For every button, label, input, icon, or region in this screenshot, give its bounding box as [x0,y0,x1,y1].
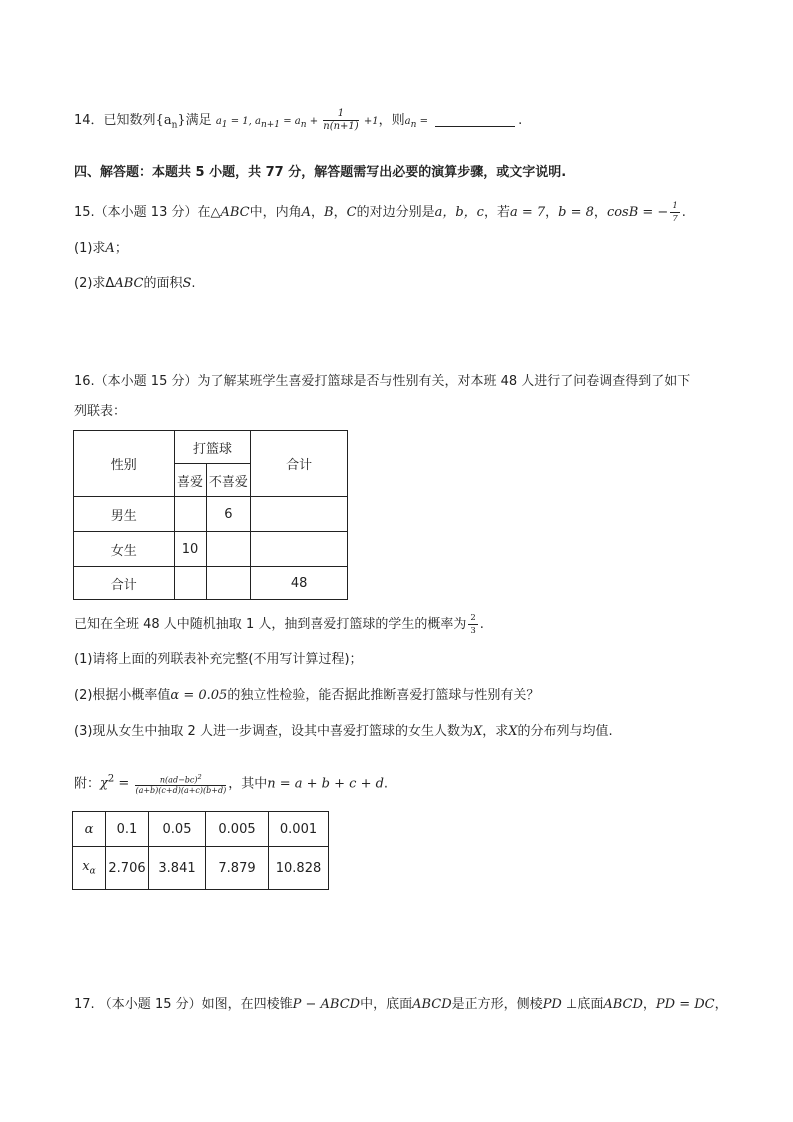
q16-intro-line-1: 16.（本小题 15 分）为了解某班学生喜爱打篮球是否与性别有关，对本班 48 人进行了问卷调查得到了如下 [74,374,691,389]
q14-answer-var: $a_n$ = [404,116,432,130]
table-row: α 0.1 0.05 0.005 0.001 [73,812,329,847]
q14-then: ，则 [378,113,405,128]
answer-blank[interactable] [435,112,515,127]
q14-fraction: $\frac{1}{n(n+1)}$ [323,108,359,132]
chi-square-symbol: $\chi^2$ = [100,774,134,792]
q16-prob-fraction: $\frac{2}{3}$ [470,613,476,636]
chi-square-formula: $\frac{n(ad-bc)^2}{(a+b)(c+d)(a+c)(b+d)}$ [135,772,227,796]
q14-prefix: 14．已知数列 [74,113,156,128]
question-14 [74,108,522,136]
header-total: 合计 [251,431,348,497]
q16-probability: 已知在全班 48 人中随机抽取 1 人，抽到喜爱打篮球的学生的概率为 $\frac{2}{3}$ . [74,613,484,636]
table-row: 男生 6 [74,497,348,532]
table-row: $x_\alpha$ 2.706 3.841 7.879 10.828 [73,847,329,890]
header-basketball: 打篮球 [174,431,251,464]
question-15: 15.（本小题 13 分）在△ABC中，内角A，B，C的对边分别是a，b，c，若a = 7，b = 8，cosB = − $\frac{1}{7}$ . [74,201,686,224]
q16-intro-line-2: 列联表： [74,404,127,419]
question-17: 17. （本小题 15 分）如图，在四棱锥P − ABCD中，底面ABCD是正方形，侧棱PD ⊥底面ABCD，PD = DC， [74,997,728,1012]
q14-plus-one: +1 [360,116,379,127]
q15-part-2: (2)求ΔABC的面积S. [74,276,196,291]
critical-value-table [72,811,329,890]
q14-satisfy: 满足 [185,113,212,128]
q15-fraction: $\frac{1}{7}$ [672,201,678,224]
section-4-heading: 四、解答题：本题共 5 小题，共 77 分，解答题需写出必要的演算步骤，或文字说明. [74,165,567,180]
q16-appendix: 附：$\chi^2$ = $\frac{n(ad-bc)^2}{(a+b)(c+d)(a+c)(b+d)}$ ，其中n = a + b + c + d. [74,772,389,796]
header-like: 喜爱 [174,464,206,497]
q16-part-2: (2)根据小概率值α = 0.05的独立性检验，能否据此推断喜爱打篮球与性别有关？ [74,688,540,703]
q14-sequence: $\{a_n\}$ [155,113,186,131]
q16-part-1: (1)请将上面的列联表补充完整(不用写计算过程)； [74,652,363,667]
header-dislike: 不喜爱 [206,464,251,497]
q14-period: . [518,113,523,128]
header-gender: 性别 [74,431,175,497]
contingency-table [73,430,348,600]
q14-condition: $a_1 = 1$, $a_{n+1} = a_n$ + [215,116,322,130]
q15-part-1: (1)求A； [74,241,128,256]
table-row: 合计 48 [74,567,348,600]
q16-part-3: (3)现从女生中抽取 2 人进一步调查，设其中喜爱打篮球的女生人数为X，求X的分布列与均值. [74,724,613,739]
table-row: 女生 10 [74,532,348,567]
